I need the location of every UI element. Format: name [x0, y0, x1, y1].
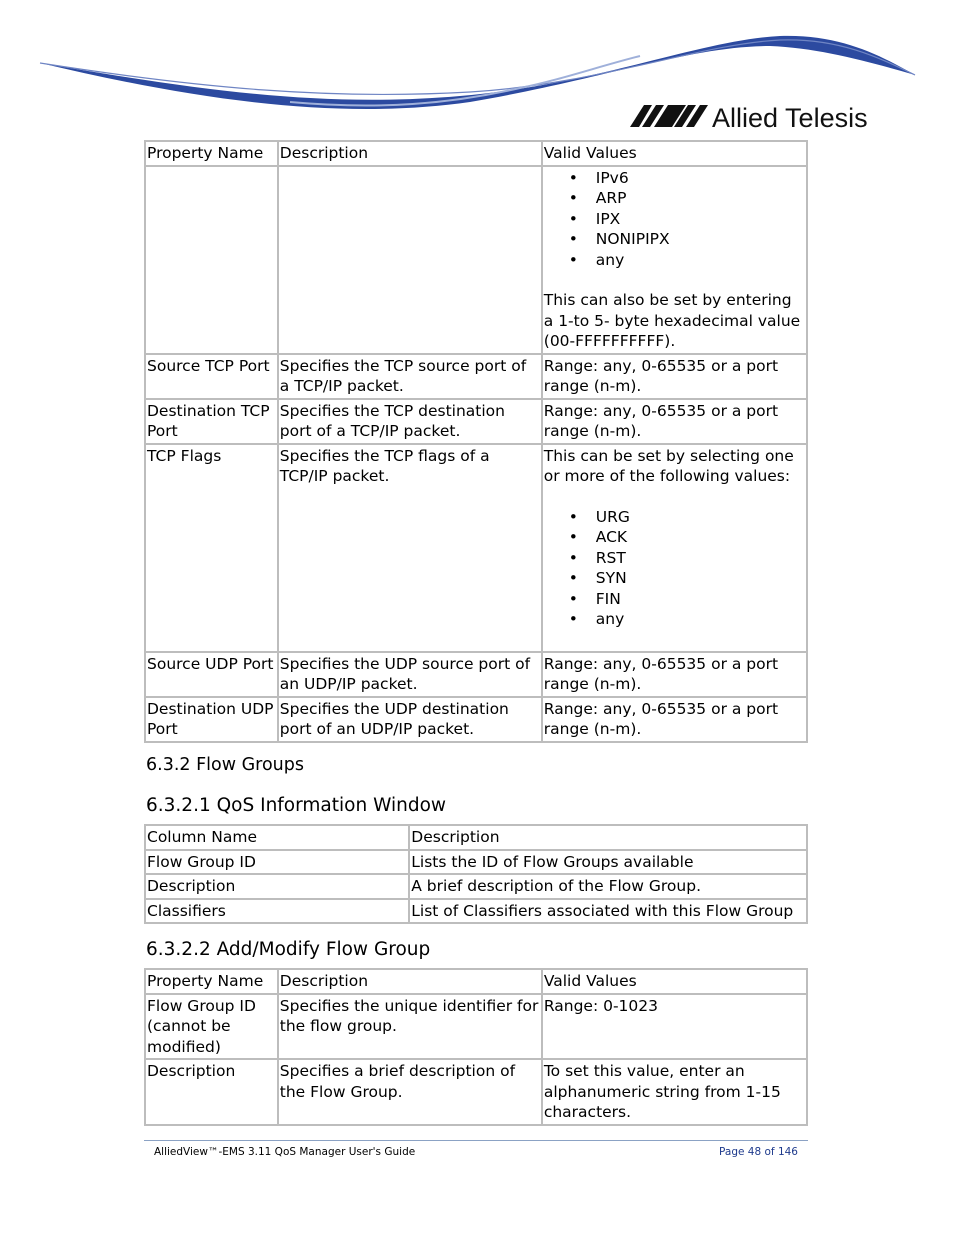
- property-name-cell: Flow Group ID (cannot be modified): [145, 994, 278, 1060]
- table-row: [145, 850, 807, 875]
- column-header: Property Name: [145, 141, 278, 166]
- valid-values-intro: This can be set by selecting one or more of the following values:: [543, 446, 794, 485]
- column-header: Description: [278, 969, 542, 994]
- property-name-cell: Description: [145, 1059, 278, 1125]
- column-header: Description: [278, 141, 542, 166]
- column-header: Valid Values: [542, 141, 807, 166]
- footer-page-number: Page 48 of 146: [719, 1146, 798, 1158]
- valid-values-cell: Range: any, 0-65535 or a port range (n-m).: [542, 399, 807, 444]
- property-table-continued: [144, 140, 808, 743]
- description-cell: Specifies the TCP source port of a TCP/IP packet.: [278, 354, 542, 399]
- description-cell: Specifies the UDP source port of an UDP/IP packet.: [278, 652, 542, 697]
- valid-values-cell: Range: any, 0-65535 or a port range (n-m).: [542, 697, 807, 742]
- valid-values-cell: Range: any, 0-65535 or a port range (n-m).: [542, 652, 807, 697]
- qos-information-table: [144, 824, 808, 924]
- column-header: Column Name: [145, 825, 409, 850]
- column-name-cell: Flow Group ID: [145, 850, 409, 875]
- table-row: [145, 1059, 807, 1125]
- column-header: Description: [409, 825, 807, 850]
- column-header: Property Name: [145, 969, 278, 994]
- table-row: [145, 399, 807, 444]
- table-header-row: [145, 141, 807, 166]
- table-row: [145, 697, 807, 742]
- table-row: [145, 354, 807, 399]
- column-name-cell: Classifiers: [145, 899, 409, 924]
- table-header-row: [145, 969, 807, 994]
- description-cell: A brief description of the Flow Group.: [409, 874, 807, 899]
- description-cell: Specifies the TCP destination port of a TCP/IP packet.: [278, 399, 542, 444]
- valid-values-cell: Range: 0-1023: [542, 994, 807, 1060]
- description-cell: Lists the ID of Flow Groups available: [409, 850, 807, 875]
- valid-values-cell: Range: any, 0-65535 or a port range (n-m).: [542, 354, 807, 399]
- list-item: • any: [596, 250, 805, 271]
- table-header-row: [145, 825, 807, 850]
- description-cell: Specifies the unique identifier for the flow group.: [278, 994, 542, 1060]
- table-row: [145, 874, 807, 899]
- add-modify-flow-group-table: [144, 968, 808, 1126]
- list-item: • SYN: [596, 568, 805, 589]
- property-name-cell: Source UDP Port: [145, 652, 278, 697]
- description-cell: Specifies a brief description of the Flow Group.: [278, 1059, 542, 1125]
- section-heading-qos-window: 6.3.2.1 QoS Information Window: [146, 795, 447, 816]
- table-row: [145, 899, 807, 924]
- valid-values-list: [544, 168, 805, 271]
- description-cell: Specifies the TCP flags of a TCP/IP packet.: [278, 444, 542, 652]
- valid-values-note: This can also be set by entering a 1-to 5- byte hexadecimal value (00-FFFFFFFFFF).: [543, 291, 801, 350]
- column-name-cell: Description: [145, 874, 409, 899]
- list-item: • IPv6: [596, 168, 805, 189]
- property-name-cell: Destination UDP Port: [145, 697, 278, 742]
- property-name-cell: Destination TCP Port: [145, 399, 278, 444]
- list-item: • ARP: [596, 188, 805, 209]
- table-row: [145, 166, 807, 354]
- column-header: Valid Values: [542, 969, 807, 994]
- list-item: • any: [596, 609, 805, 630]
- table-row: [145, 652, 807, 697]
- list-item: • FIN: [596, 589, 805, 610]
- valid-values-cell: To set this value, enter an alphanumeric string from 1-15 characters.: [542, 1059, 807, 1125]
- property-name-cell: TCP Flags: [145, 444, 278, 652]
- list-item: • NONIPIPX: [596, 229, 805, 250]
- description-cell: Specifies the UDP destination port of an UDP/IP packet.: [278, 697, 542, 742]
- logo-wordmark: Allied Telesis: [712, 103, 868, 133]
- section-heading-flow-groups: 6.3.2 Flow Groups: [146, 755, 304, 775]
- section-heading-add-modify: 6.3.2.2 Add/Modify Flow Group: [146, 939, 431, 960]
- list-item: • IPX: [596, 209, 805, 230]
- property-name-cell: Source TCP Port: [145, 354, 278, 399]
- list-item: • RST: [596, 548, 805, 569]
- valid-values-cell: [542, 444, 807, 652]
- footer-document-title: AlliedView™-EMS 3.11 QoS Manager User's Guide: [154, 1146, 416, 1158]
- list-item: • ACK: [596, 527, 805, 548]
- property-name-cell: [145, 166, 278, 354]
- description-cell: List of Classifiers associated with this Flow Group: [409, 899, 807, 924]
- list-item: • URG: [596, 507, 805, 528]
- valid-values-list: [544, 507, 805, 630]
- table-row: [145, 444, 807, 652]
- table-row: [145, 994, 807, 1060]
- allied-telesis-logo: [630, 100, 870, 136]
- footer-divider: [144, 1140, 808, 1141]
- valid-values-cell: [542, 166, 807, 354]
- description-cell: [278, 166, 542, 354]
